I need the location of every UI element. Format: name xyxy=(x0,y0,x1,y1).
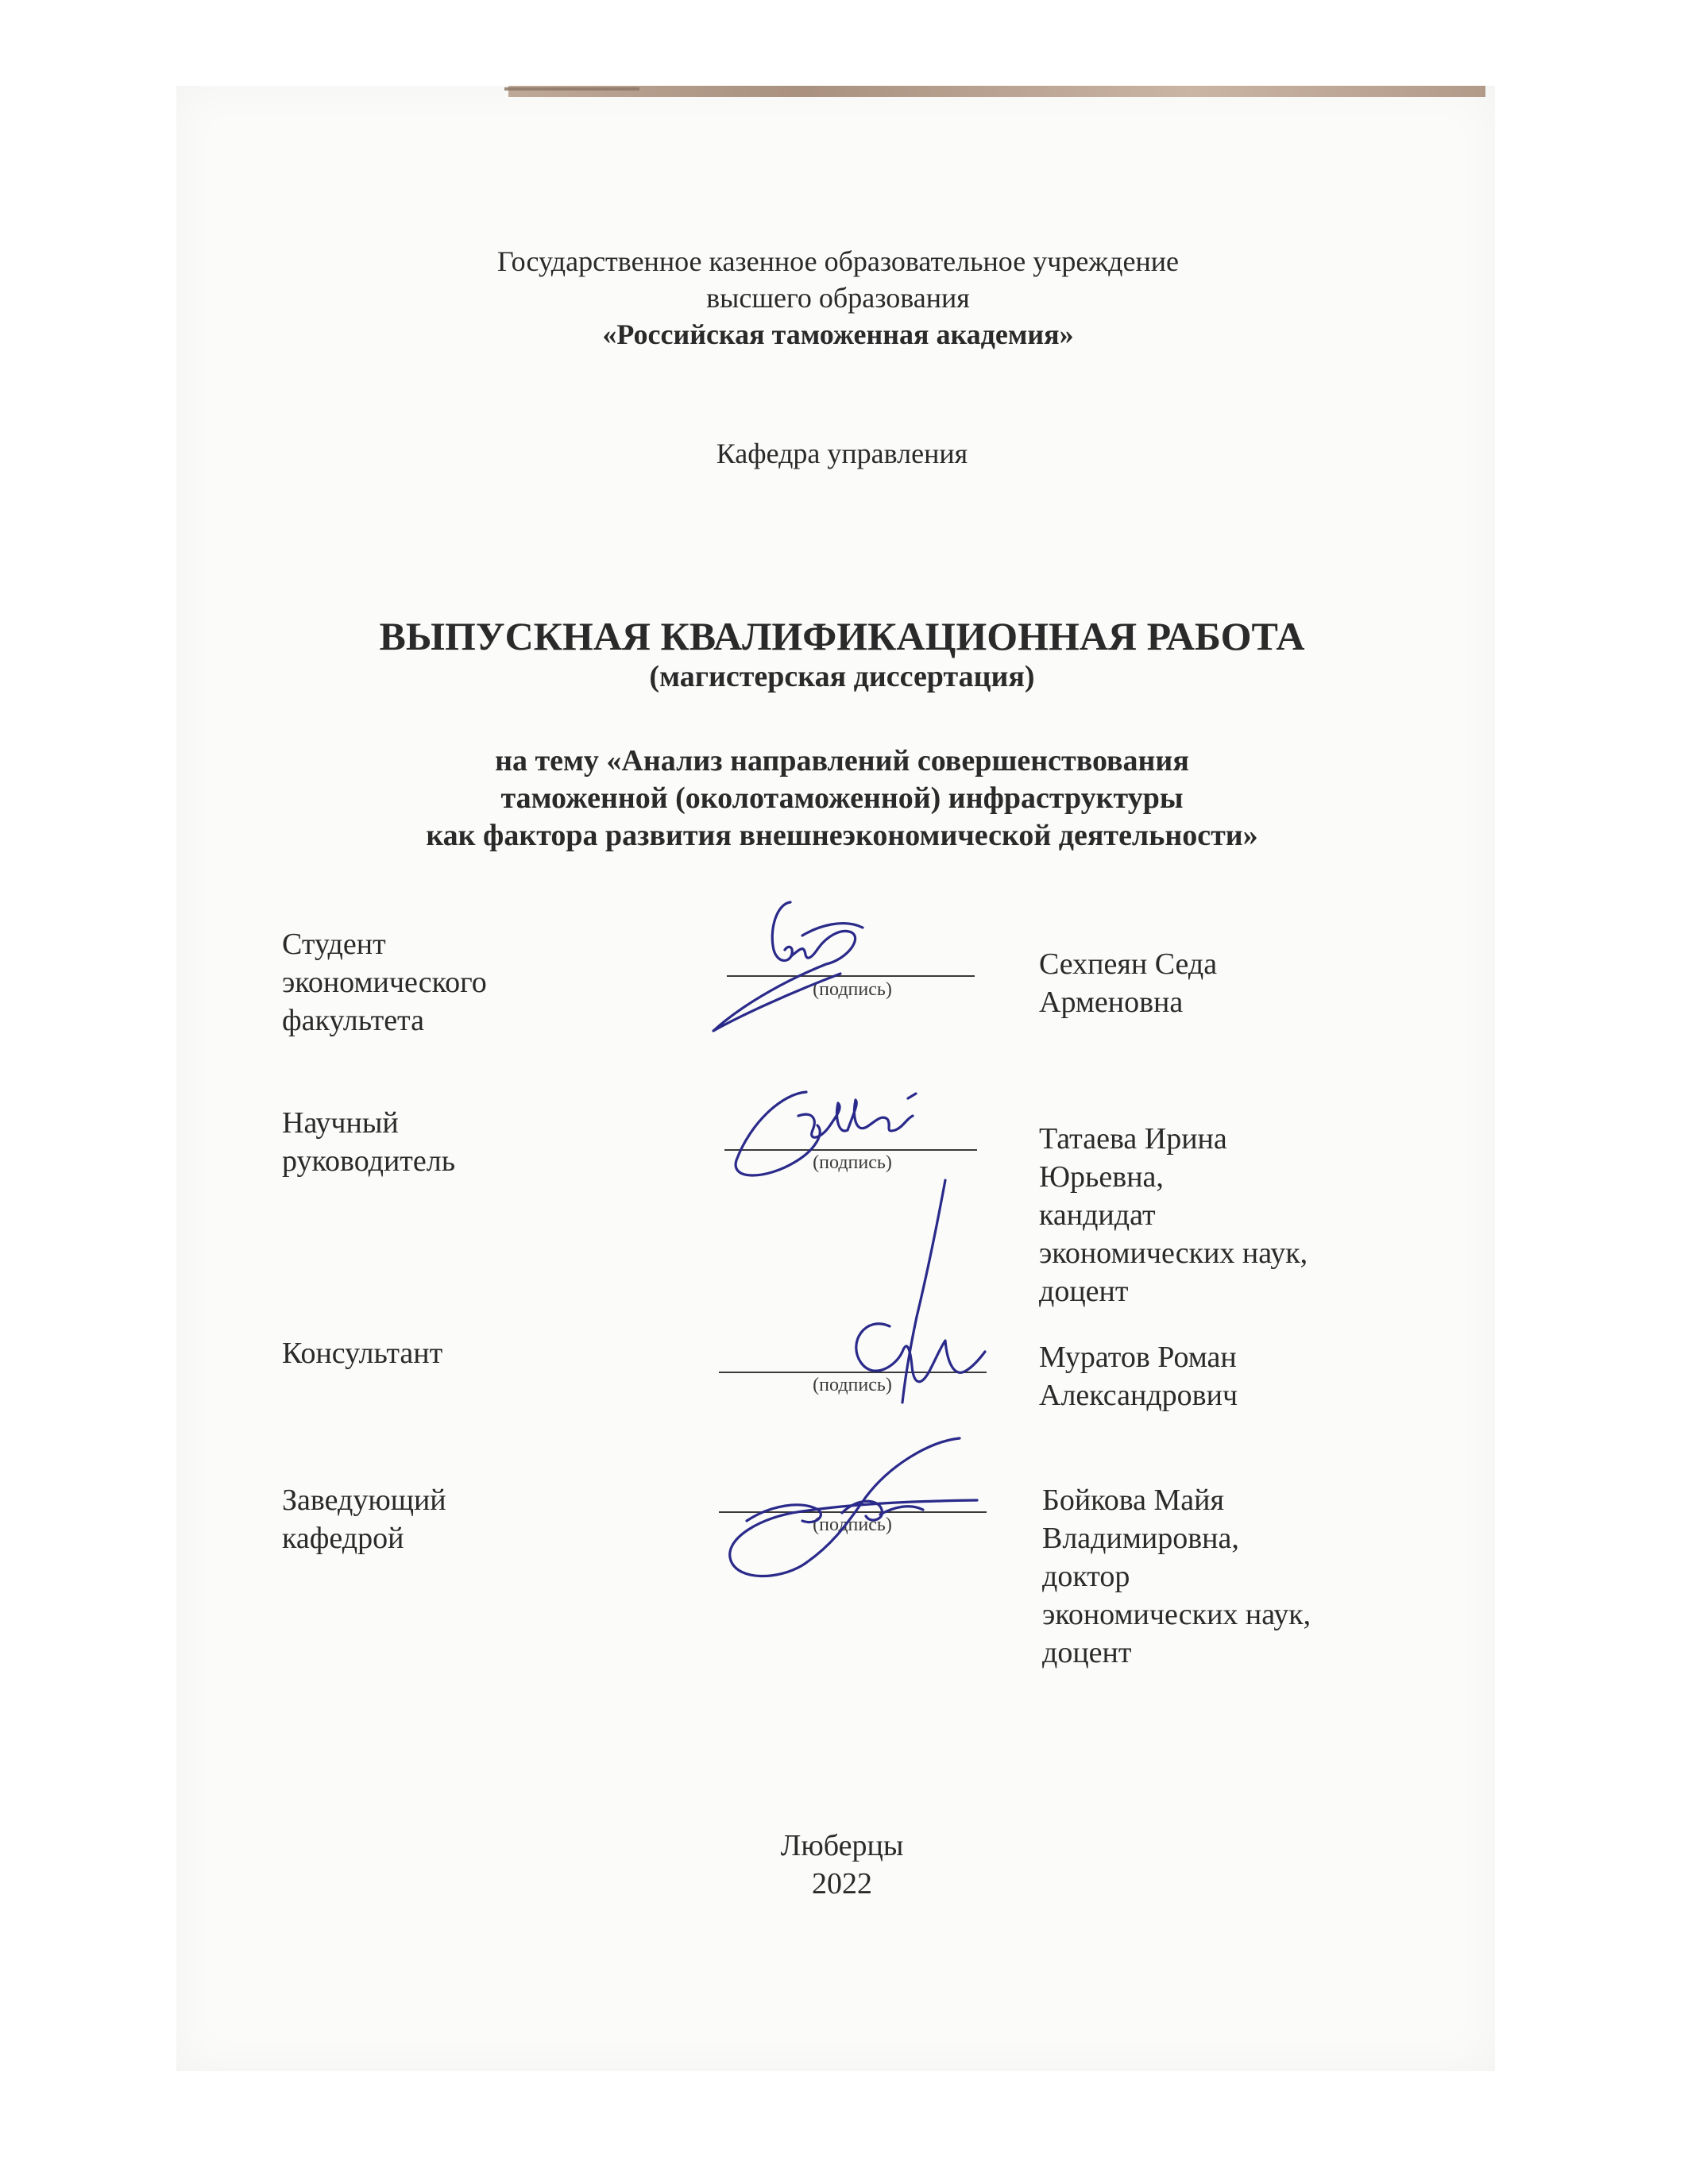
role-line: кафедрой xyxy=(282,1522,404,1555)
signature-caption: (подпись) xyxy=(813,979,892,1000)
name-line: экономических наук, xyxy=(1042,1598,1311,1631)
name-line: Арменовна xyxy=(1039,986,1184,1019)
role-line: руководитель xyxy=(282,1144,456,1178)
name-line: экономических наук, xyxy=(1039,1237,1308,1270)
signature-caption: (подпись) xyxy=(813,1375,892,1395)
paper-sheet xyxy=(176,86,1495,2071)
role-line: факультета xyxy=(282,1004,424,1037)
consultant-signature xyxy=(834,1175,993,1406)
role-head-of-department xyxy=(282,1481,616,1557)
signature-caption: (подпись) xyxy=(813,1515,892,1535)
role-line: экономического xyxy=(282,966,487,999)
name-head-of-department xyxy=(1042,1481,1400,1672)
name-line: доцент xyxy=(1042,1636,1132,1669)
document-footer xyxy=(683,1827,1001,1903)
name-line: Бойкова Майя xyxy=(1042,1484,1224,1517)
role-consultant xyxy=(282,1334,616,1372)
year: 2022 xyxy=(812,1867,872,1900)
name-line: Владимировна, xyxy=(1042,1522,1239,1555)
institution-line-2: высшего образования xyxy=(706,282,970,314)
student-signature xyxy=(707,897,914,1036)
institution-name: «Российская таможенная академия» xyxy=(602,318,1074,350)
role-student xyxy=(282,925,616,1040)
name-line: доктор xyxy=(1042,1560,1130,1593)
role-line: Консультант xyxy=(282,1337,443,1370)
scan-edge-strip xyxy=(508,86,1485,97)
topic-line-3: как фактора развития внешнеэкономической деятельности» xyxy=(426,819,1258,852)
name-line: Сехпеян Седа xyxy=(1039,947,1218,981)
institution-line-1: Государственное казенное образовательное учреждение xyxy=(497,245,1179,277)
role-advisor xyxy=(282,1104,616,1180)
document-title: ВЫПУСКНАЯ КВАЛИФИКАЦИОННАЯ РАБОТА xyxy=(379,614,1305,658)
head-of-department-signature xyxy=(715,1433,985,1584)
institution-header xyxy=(429,243,1247,353)
topic-line-1: на тему «Анализ направлений совершенствования xyxy=(495,744,1189,778)
name-advisor xyxy=(1039,1120,1396,1310)
city: Люберцы xyxy=(780,1829,904,1862)
thesis-topic xyxy=(326,743,1358,855)
scan-edge-mark xyxy=(504,87,639,91)
name-line: Татаева Ирина xyxy=(1039,1122,1227,1156)
name-line: Муратов Роман xyxy=(1039,1341,1237,1374)
signature-caption: (подпись) xyxy=(813,1152,892,1173)
name-consultant xyxy=(1039,1338,1396,1414)
document-subtitle: (магистерская диссертация) xyxy=(649,660,1035,693)
role-line: Научный xyxy=(282,1106,399,1140)
role-line: Заведующий xyxy=(282,1484,446,1517)
name-line: Юрьевна, xyxy=(1039,1160,1164,1194)
name-line: доцент xyxy=(1039,1275,1129,1308)
department: Кафедра управления xyxy=(716,438,968,469)
role-line: Студент xyxy=(282,928,386,961)
name-line: кандидат xyxy=(1039,1198,1156,1232)
topic-line-2: таможенной (околотаможенной) инфраструктуры xyxy=(500,781,1184,815)
name-student xyxy=(1039,945,1396,1021)
name-line: Александрович xyxy=(1039,1379,1238,1412)
